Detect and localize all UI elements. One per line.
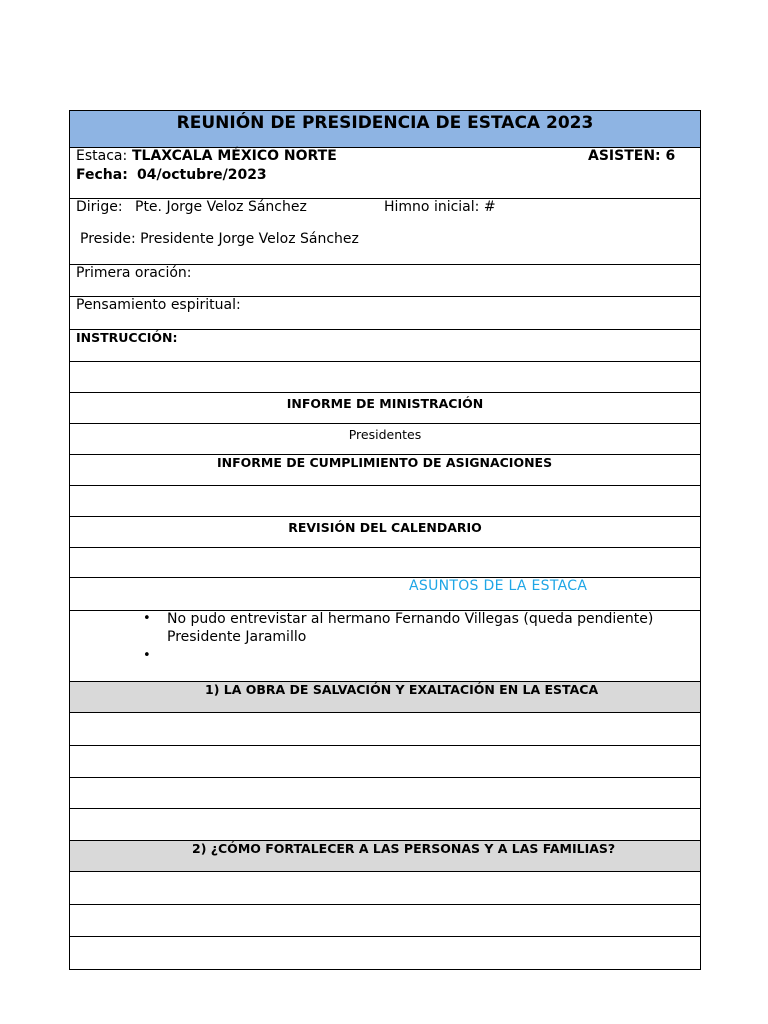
presidentes-row [70,424,700,455]
informe-ministracion-heading: INFORME DE MINISTRACIÓN [286,396,484,411]
empty-row [70,809,700,841]
presidentes-label: Presidentes [348,427,422,442]
asuntos-list-row [70,611,700,682]
section1-heading: 1) LA OBRA DE SALVACIÓN Y EXALTACIÓN EN LA ESTACA [205,682,599,697]
empty-row [70,486,700,517]
pensamiento-row [70,297,700,330]
instruccion-label: INSTRUCCIÓN: [76,330,178,345]
empty-row [70,778,700,809]
asunto-item-1: No pudo entrevistar al hermano Fernando Villegas (queda pendiente) [167,611,654,627]
informe-cumplimiento-row [70,455,700,486]
form-title: REUNIÓN DE PRESIDENCIA DE ESTACA 2023 [176,113,594,133]
empty-row [70,872,700,905]
primera-oracion-row [70,265,700,297]
section2-heading: 2) ¿CÓMO FORTALECER A LAS PERSONAS Y A LAS FAMILIAS? [192,841,616,856]
asunto-item-2: Presidente Jaramillo [167,629,307,645]
meeting-form [69,110,701,970]
empty-row [70,746,700,778]
himno-inicial: Himno inicial: # [384,199,496,215]
informe-cumplimiento-heading: INFORME DE CUMPLIMIENTO DE ASIGNACIONES [217,455,553,470]
section1-row [70,682,700,713]
asuntos-heading: ASUNTOS DE LA ESTACA [409,578,588,594]
empty-row [70,905,700,937]
bullet-icon: • [143,611,151,626]
section2-row [70,841,700,872]
empty-row [70,548,700,578]
informe-ministracion-row [70,393,700,424]
empty-row [70,937,700,969]
asuntos-row [70,578,700,611]
dirige-value: Pte. Jorge Veloz Sánchez [135,199,307,215]
preside-text: Preside: Presidente Jorge Veloz Sánchez [80,231,359,247]
dirige-row [70,199,700,265]
instruccion-row [70,330,700,362]
primera-oracion-label: Primera oración: [76,265,192,281]
fecha-value: 04/octubre/2023 [137,167,267,183]
empty-row [70,362,700,393]
bullet-icon: • [143,648,151,663]
revision-calendario-heading: REVISIÓN DEL CALENDARIO [288,520,482,535]
revision-calendario-row [70,517,700,548]
asisten-count: ASISTEN: 6 [588,148,676,164]
estaca-label: Estaca: [76,148,128,164]
dirige-label: Dirige: [76,199,123,215]
pensamiento-label: Pensamiento espiritual: [76,297,241,313]
title-row [70,111,700,148]
estaca-row [70,148,700,199]
fecha-label: Fecha: [76,167,128,183]
empty-row [70,713,700,746]
estaca-value: TLAXCALA MÉXICO NORTE [132,148,337,164]
